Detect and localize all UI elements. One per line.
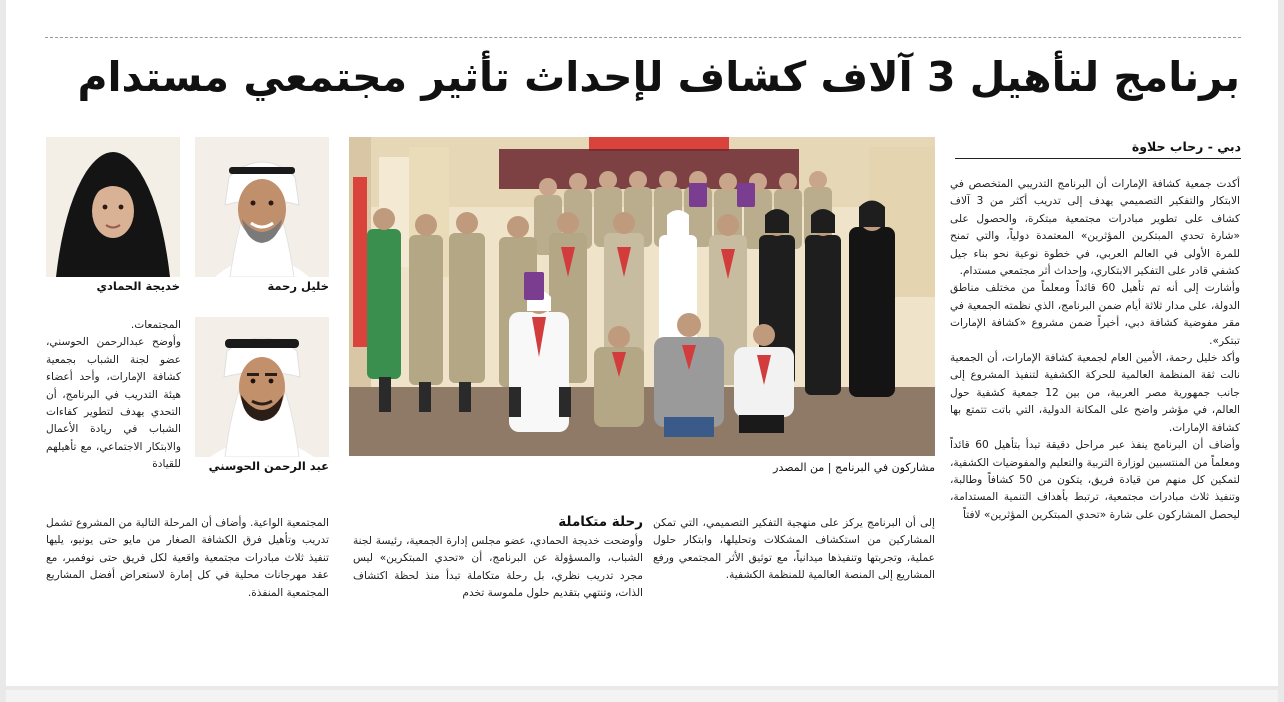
byline: دبي - رحاب حلاوة	[955, 136, 1241, 159]
portrait-name-abdulrahman-alhosani: عبد الرحمن الحوسني	[208, 459, 329, 473]
article-column-3: وأوضحت خديجة الحمادي، عضو مجلس إدارة الجمعية، رئيسة لجنة الشباب، والمسؤولة عن البرنامج، أن «تحدي المبتكرين» ليس مجرد تدريب نظري، بل رحلة متكاملة تبدأ منذ لحظة اكتشاف الذات، وتنتهي بتقديم حلول ملموسة تخدم	[353, 535, 643, 600]
article-column-1: أكدت جمعية كشافة الإمارات أن البرنامج التدريبي المتخصص في الابتكار والتفكير التصميمي يهدف إلى تدريب أكثر من 3 آلاف كشاف على تطوير مبادرات مجتمعية مبتكرة، والحصول على «شارة تحدي المبتكرين المؤثرين» المعتمدة دولياً، والتي تمنح للمرة الأولى في العالم العربي، في خطوة نوعية نحو بناء جيل كشفي قادر على التفكير الابتكاري، وإحداث أثر مجتمعي مستدام. وأشارت إلى أنه تم تأهيل 60 قائداً ومعلماً من مختلف مناطق الدولة، على مدار ثلاثة أيام ضمن البرنامج، الذي نظمته الجمعية في مقر مفوضية كشافة دبي، أخيراً ضمن مشروع «كشافة الإمارات تبتكر». وأكد خليل رحمة، الأمين العام لجمعية كشافة الإمارات، أن الجمعية نالت ثقة المنظمة العالمية للحركة الكشفية لتنفيذ المشروع إلى جانب جمهورية مصر العربية، من بين 12 جمعية كشفية حول العالم، في مؤشر واضح على المكانة الدولية، التي باتت تتمتع بها كشافة الإمارات. وأضاف أن البرنامج ينفذ عبر مراحل دقيقة تبدأ بتأهيل 60 قائداً ومعلماً من المنتسبين لوزارة التربية والتعليم والمفوضيات الكشفية، لتمكين كل منهم من قيادة فريق، يتكون من 50 كشافاً وطالبة، وتنفيذ ثلاث مبادرات مجتمعية، ترتبط بأهداف التنمية المستدامة، ليحصل المشاركون على شارة «تحدي المبتكرين المؤثرين» لافتاً	[950, 178, 1240, 521]
headline: برنامج لتأهيل 3 آلاف كشاف لإحداث تأثير مجتمعي مستدام	[77, 53, 1240, 101]
woman-in-hijab-portrait-icon	[46, 137, 180, 277]
portrait-khalil-rahma	[195, 137, 329, 277]
next-page-edge	[6, 690, 1278, 702]
top-dashed-rule	[45, 37, 1241, 38]
article-column-2: إلى أن البرنامج يركز على منهجية التفكير التصميمي، التي تمكن المشاركين من استكشاف المشكلات وتحليلها، وابتكار حلول عملية، وتجربتها وتنفيذها ميدانياً، مع توثيق الأثر المجتمعي ورفع المشاريع إلى المنصة العالمية للمنظمة الكشفية.	[653, 517, 935, 582]
group-photo-illustration	[349, 137, 935, 456]
portrait-name-khadija-alhammadi: خديجة الحمادي	[96, 279, 180, 293]
photo-caption: مشاركون في البرنامج | من المصدر	[773, 461, 935, 474]
article-column-4: المجتمعات. وأوضح عبدالرحمن الحوسني، عضو لجنة الشباب بجمعية كشافة الإمارات، وأحد أعضاء هيئة التدريب في البرنامج، أن التحدي يهدف لتطوير كفاءات الشباب في ريادة الأعمال والابتكار الاجتماعي، مع تأهيلهم للقيادة	[46, 319, 181, 471]
portrait-abdulrahman-alhosani	[195, 317, 329, 457]
portrait-name-khalil-rahma: خليل رحمة	[267, 279, 329, 293]
subheading: رحلة متكاملة	[558, 514, 643, 530]
portrait-khadija-alhammadi	[46, 137, 180, 277]
man-in-ghutra-portrait-icon	[195, 137, 329, 277]
group-photo	[349, 137, 935, 456]
article-column-5: المجتمعية الواعية. وأضاف أن المرحلة التالية من المشروع تشمل تدريب وتأهيل فرق الكشافة الصغار من مايو حتى يونيو، يليها تنفيذ ثلاث مبادرات مجتمعية واقعية لكل فريق حتى نوفمبر، مع عقد مهرجانات محلية في كل إمارة لاستعراض أفضل المشاريع المجتمعية المنفذة.	[46, 517, 329, 599]
young-man-in-ghutra-portrait-icon	[195, 317, 329, 457]
